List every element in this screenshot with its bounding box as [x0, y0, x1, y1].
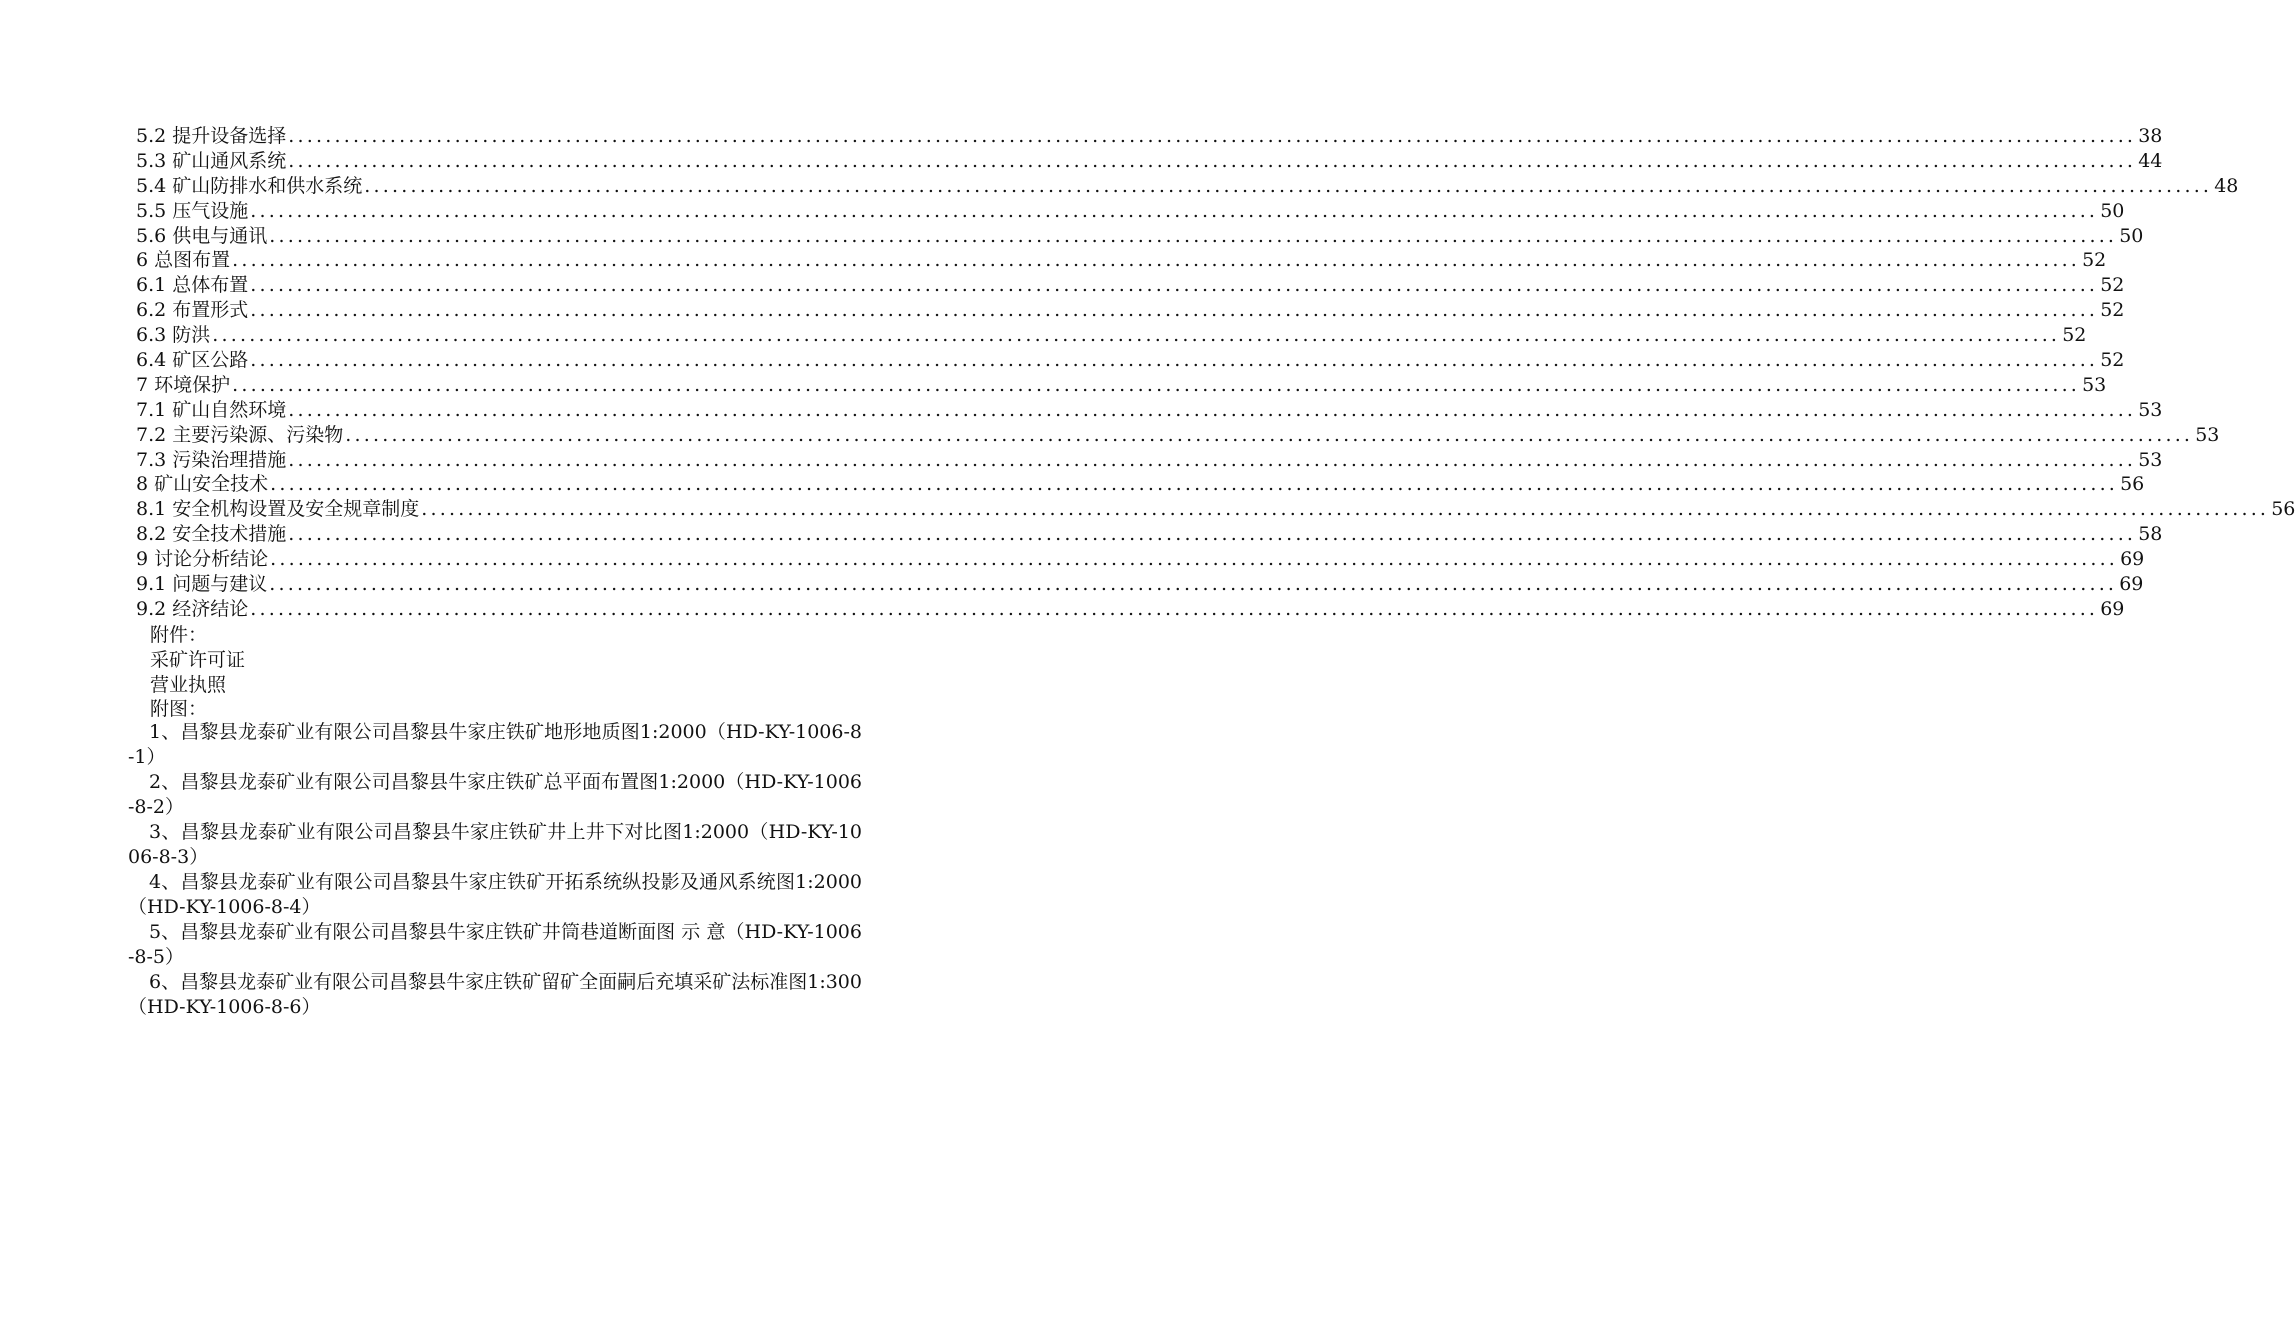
toc-entry-page: 58	[2138, 523, 2163, 546]
toc-entry[interactable]	[136, 199, 2125, 224]
figures-heading: 附图：	[150, 698, 208, 720]
toc-entry[interactable]	[136, 448, 2163, 473]
toc-entry-page: 69	[2100, 597, 2125, 620]
toc-entry-page: 52	[2082, 249, 2107, 272]
toc-entry-title: 7.3 污染治理措施	[136, 448, 287, 471]
toc-entry[interactable]	[136, 248, 2107, 273]
toc-entry-page: 53	[2138, 448, 2163, 471]
toc-entry-title: 9 讨论分析结论	[136, 548, 269, 571]
toc-leader-dots: ........................................................................................................................................................................................................	[288, 398, 2137, 421]
toc-entry-page: 52	[2100, 274, 2125, 297]
toc-leader-dots: ........................................................................................................................................................................................................	[250, 299, 2099, 322]
toc-leader-dots: ........................................................................................................................................................................................................	[269, 224, 2118, 247]
attachment-item: 采矿许可证	[150, 649, 246, 671]
figure-item: 3、昌黎县龙泰矿业有限公司昌黎县牛家庄铁矿井上井下对比图1:2000（HD-KY-1006-8-3）	[128, 821, 862, 868]
toc-entry[interactable]	[136, 373, 2107, 398]
attachments-heading: 附件：	[150, 624, 208, 646]
toc-entry[interactable]	[136, 273, 2125, 298]
toc-entry-page: 53	[2138, 398, 2163, 421]
toc-leader-dots: ........................................................................................................................................................................................................	[288, 124, 2137, 147]
toc-entry[interactable]	[136, 572, 2144, 597]
toc-entry-page: 44	[2138, 149, 2163, 172]
toc-entry[interactable]	[136, 472, 2145, 497]
toc-leader-dots: ........................................................................................................................................................................................................	[212, 324, 2061, 347]
toc-entry-title: 7 环境保护	[136, 373, 231, 396]
figure-item: 6、昌黎县龙泰矿业有限公司昌黎县牛家庄铁矿留矿全面嗣后充填采矿法标准图1:300（HD-KY-1006-8-6）	[128, 971, 862, 1018]
toc-entry[interactable]	[136, 149, 2163, 174]
toc-entry[interactable]	[136, 174, 2239, 199]
toc-leader-dots: ........................................................................................................................................................................................................	[232, 373, 2081, 396]
toc-entry-title: 5.3 矿山通风系统	[136, 149, 287, 172]
toc-entry[interactable]	[136, 224, 2144, 249]
toc-leader-dots: ........................................................................................................................................................................................................	[250, 199, 2099, 222]
toc-entry-page: 50	[2119, 224, 2144, 247]
toc-entry-title: 5.6 供电与通讯	[136, 224, 268, 247]
toc-leader-dots: ........................................................................................................................................................................................................	[288, 149, 2137, 172]
toc-leader-dots: ........................................................................................................................................................................................................	[250, 274, 2099, 297]
toc-entry-page: 52	[2100, 299, 2125, 322]
toc-entry-title: 5.4 矿山防排水和供水系统	[136, 174, 363, 197]
toc-leader-dots: ........................................................................................................................................................................................................	[232, 249, 2081, 272]
toc-leader-dots: ........................................................................................................................................................................................................	[288, 523, 2137, 546]
toc-entry[interactable]	[136, 522, 2163, 547]
toc-leader-dots: ........................................................................................................................................................................................................	[250, 597, 2099, 620]
toc-entry[interactable]	[136, 497, 2295, 522]
toc-entry-page: 56	[2120, 473, 2145, 496]
toc-entry-title: 6.3 防洪	[136, 324, 211, 347]
toc-entry-title: 6.2 布置形式	[136, 299, 249, 322]
toc-entry-title: 8.1 安全机构设置及安全规章制度	[136, 498, 420, 521]
toc-entry-title: 9.2 经济结论	[136, 597, 249, 620]
toc-entry-page: 69	[2119, 573, 2144, 596]
toc-entry-title: 5.2 提升设备选择	[136, 124, 287, 147]
toc-entry[interactable]	[136, 124, 2163, 149]
figure-item: 1、昌黎县龙泰矿业有限公司昌黎县牛家庄铁矿地形地质图1:2000（HD-KY-1006-8-1）	[128, 721, 862, 768]
toc-entry[interactable]	[136, 323, 2087, 348]
toc-entry-page: 53	[2082, 373, 2107, 396]
toc-entry-page: 52	[2062, 324, 2087, 347]
toc-entry-title: 7.2 主要污染源、污染物	[136, 423, 344, 446]
toc-entry-title: 6 总图布置	[136, 249, 231, 272]
toc-entry[interactable]	[136, 423, 2220, 448]
toc-entry-title: 5.5 压气设施	[136, 199, 249, 222]
toc-leader-dots: ........................................................................................................................................................................................................	[345, 423, 2194, 446]
toc-entry[interactable]	[136, 398, 2163, 423]
toc-leader-dots: ........................................................................................................................................................................................................	[269, 573, 2118, 596]
attachment-item: 营业执照	[150, 674, 227, 696]
toc-entry-page: 52	[2100, 349, 2125, 371]
toc-leader-dots: ........................................................................................................................................................................................................	[364, 174, 2213, 197]
toc-entry-page: 53	[2195, 423, 2220, 446]
toc-entry-page: 38	[2138, 124, 2163, 147]
toc-leader-dots: ........................................................................................................................................................................................................	[250, 349, 2099, 371]
toc-entry[interactable]	[136, 597, 2125, 622]
toc-leader-dots: ........................................................................................................................................................................................................	[421, 498, 2270, 521]
toc-entry[interactable]	[136, 348, 2125, 373]
toc-leader-dots: ........................................................................................................................................................................................................	[270, 548, 2119, 571]
toc-entry[interactable]	[136, 298, 2125, 323]
toc-entry-title: 7.1 矿山自然环境	[136, 398, 287, 421]
toc-entry-page: 50	[2100, 199, 2125, 222]
toc-entry-title: 9.1 问题与建议	[136, 573, 268, 596]
toc-leader-dots: ........................................................................................................................................................................................................	[270, 473, 2119, 496]
toc-leader-dots: ........................................................................................................................................................................................................	[288, 448, 2137, 471]
table-of-contents	[136, 124, 2295, 622]
toc-entry-title: 8.2 安全技术措施	[136, 523, 287, 546]
figure-list	[128, 720, 862, 1020]
figure-item: 4、昌黎县龙泰矿业有限公司昌黎县牛家庄铁矿开拓系统纵投影及通风系统图1:2000（HD-KY-1006-8-4）	[128, 871, 862, 918]
figure-item: 2、昌黎县龙泰矿业有限公司昌黎县牛家庄铁矿总平面布置图1:2000（HD-KY-1006-8-2）	[128, 771, 862, 818]
toc-entry-page: 69	[2120, 548, 2145, 571]
toc-entry-title: 6.4 矿区公路	[136, 349, 249, 371]
toc-entry[interactable]	[136, 547, 2145, 572]
toc-entry-page: 48	[2214, 174, 2239, 197]
toc-entry-page: 56	[2271, 498, 2295, 521]
toc-entry-title: 6.1 总体布置	[136, 274, 249, 297]
figure-item: 5、昌黎县龙泰矿业有限公司昌黎县牛家庄铁矿井筒巷道断面图 示 意（HD-KY-1006-8-5）	[128, 921, 862, 968]
toc-entry-title: 8 矿山安全技术	[136, 473, 269, 496]
